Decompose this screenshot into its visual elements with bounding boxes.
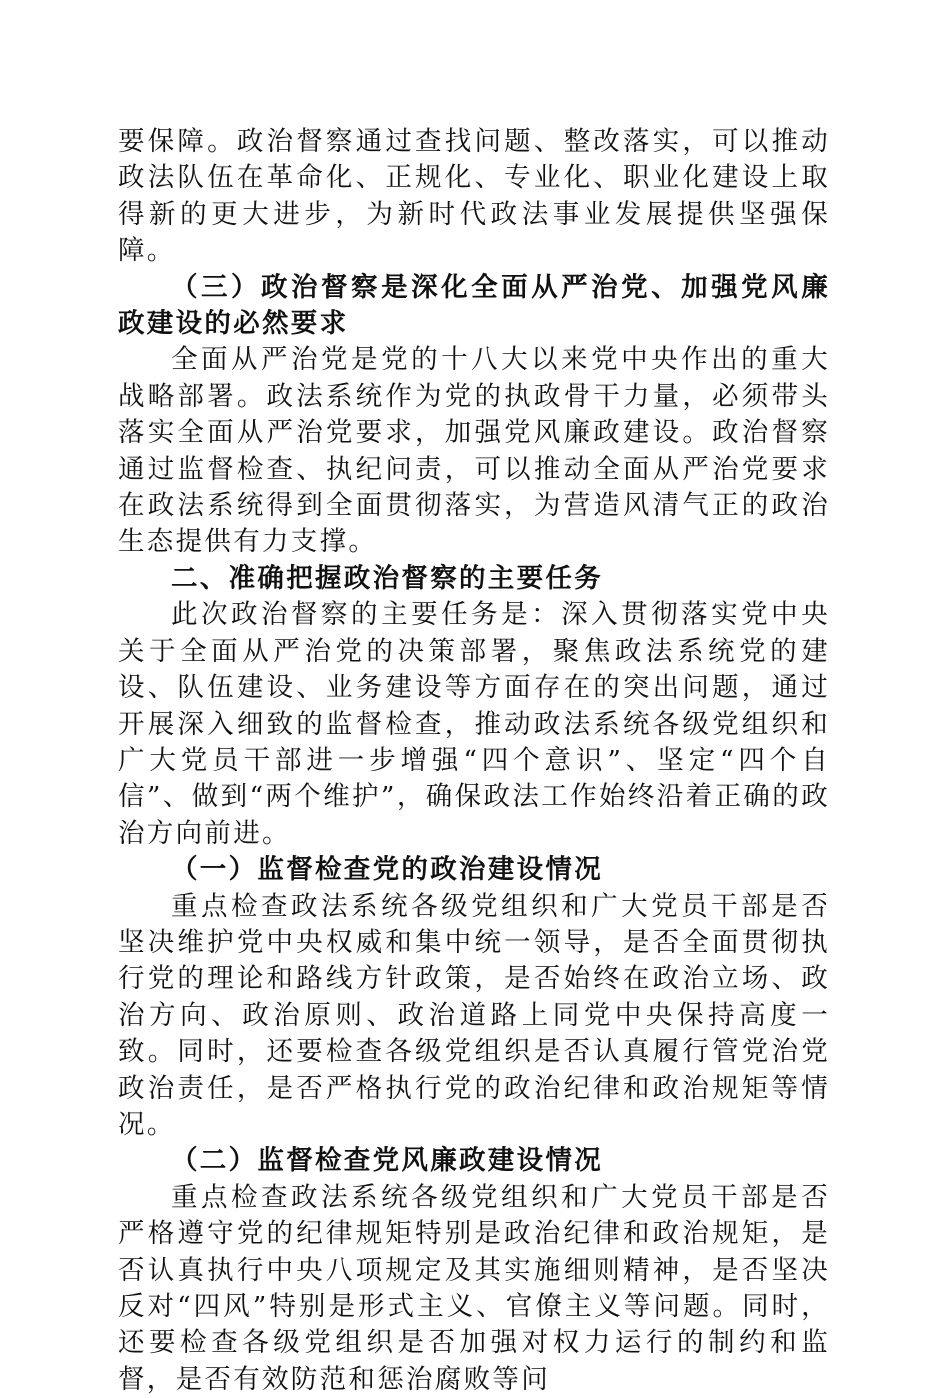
paragraph-task-1: 重点检查政法系统各级党组织和广大党员干部是否坚决维护党中央权威和集中统一领导，是否全面贯彻执行党的理论和路线方针政策，是否始终在政治立场、政治方向、政治原则、政治道路上同党中央保持高度一致。同时，还要检查各级党组织是否认真履行管党治党政治责任，是否严格执行党的政治纪律和政治规矩等情况。 xyxy=(118,890,830,1140)
subheading-task-2: （二）监督检查党风廉政建设情况 xyxy=(171,1145,603,1177)
paragraph-strict-governance: 全面从严治党是党的十八大以来党中央作出的重大战略部署。政法系统作为党的执政骨干力量，必须带头落实全面从严治党要求，加强党风廉政建设。政治督察通过监督检查、执纪问责，可以推动全面从严治党要求在政法系统得到全面贯彻落实，为营造风清气正的政治生态提供有力支撑。 xyxy=(118,344,830,558)
paragraph-task-2: 重点检查政法系统各级党组织和广大党员干部是否严格遵守党的纪律规矩特别是政治纪律和政治规矩，是否认真执行中央八项规定及其实施细则精神，是否坚决反对“四风”特别是形式主义、官僚主义等问题。同时，还要检查各级党组织是否加强对权力运行的制约和监督，是否有效防范和惩治腐败等问 xyxy=(118,1181,830,1395)
document-body xyxy=(118,124,830,1398)
subheading-task-1: （一）监督检查党的政治建设情况 xyxy=(171,854,603,886)
subheading-section-3: （三）政治督察是深化全面从严治党、加强党风廉政建设的必然要求 xyxy=(118,271,830,340)
heading-main-tasks: 二、准确把握政治督察的主要任务 xyxy=(171,562,603,594)
paragraph-continued: 要保障。政治督察通过查找问题、整改落实，可以推动政法队伍在革命化、正规化、专业化、职业化建设上取得新的更大进步，为新时代政法事业发展提供坚强保障。 xyxy=(118,126,830,267)
paragraph-main-tasks: 此次政治督察的主要任务是：深入贯彻落实党中央关于全面从严治党的决策部署，聚焦政法系统党的建设、队伍建设、业务建设等方面存在的突出问题，通过开展深入细致的监督检查，推动政法系统各级党组织和广大党员干部进一步增强“四个意识”、坚定“四个自信”、做到“两个维护”，确保政法工作始终沿着正确的政治方向前进。 xyxy=(118,599,830,849)
